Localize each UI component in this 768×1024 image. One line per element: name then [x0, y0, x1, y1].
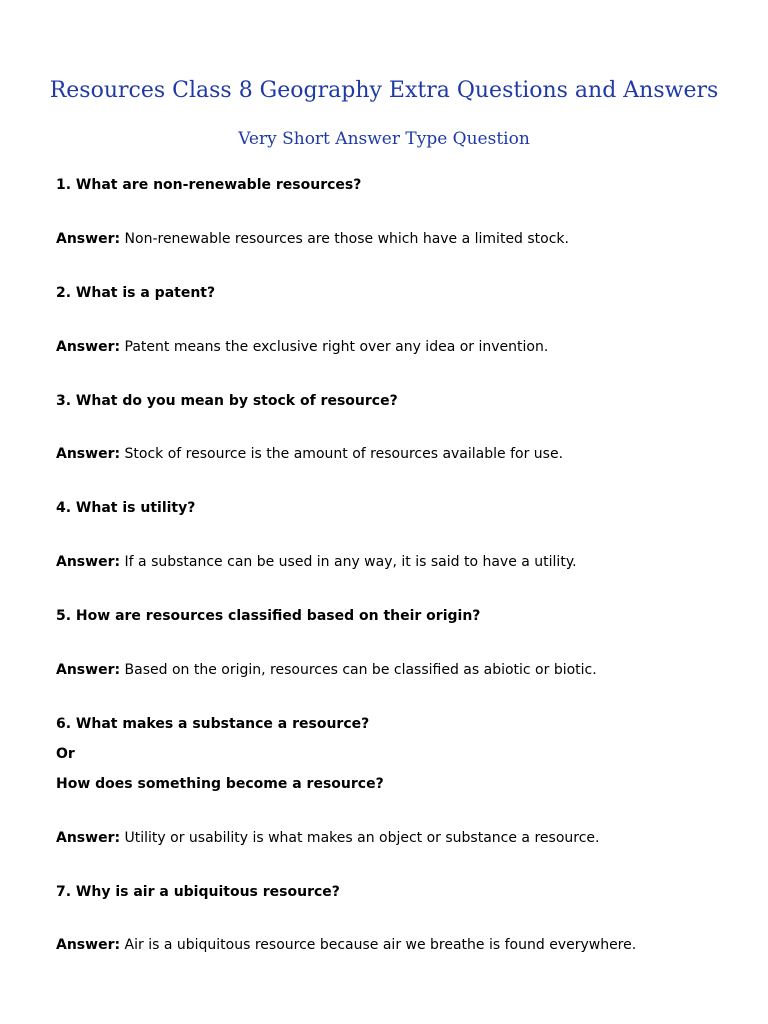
answer-7 — [56, 936, 636, 954]
answer-label: Answer: — [56, 937, 121, 953]
answer-text: Patent means the exclusive right over any idea or invention. — [120, 339, 549, 355]
answer-text: Non-renewable resources are those which have a limited stock. — [120, 231, 569, 247]
question-3: 3. What do you mean by stock of resource? — [56, 393, 398, 409]
section-subtitle: Very Short Answer Type Question — [238, 129, 530, 149]
answer-label: Answer: — [56, 830, 121, 846]
answer-label: Answer: — [56, 662, 121, 678]
answer-4 — [56, 553, 577, 571]
question-6-or: Or — [56, 746, 75, 762]
answer-1 — [56, 230, 569, 248]
question-4: 4. What is utility? — [56, 500, 196, 516]
answer-label: Answer: — [56, 554, 121, 570]
answer-text: Based on the origin, resources can be classified as abiotic or biotic. — [120, 662, 597, 678]
question-6: 6. What makes a substance a resource? — [56, 716, 370, 732]
answer-5 — [56, 661, 597, 679]
answer-label: Answer: — [56, 339, 121, 355]
answer-text: Air is a ubiquitous resource because air we breathe is found everywhere. — [120, 937, 637, 953]
question-2: 2. What is a patent? — [56, 285, 216, 301]
question-6-alt: How does something become a resource? — [56, 776, 384, 792]
page-title: Resources Class 8 Geography Extra Questions and Answers — [49, 78, 719, 103]
answer-2 — [56, 338, 548, 356]
answer-text: If a substance can be used in any way, it is said to have a utility. — [120, 554, 577, 570]
answer-text: Stock of resource is the amount of resources available for use. — [120, 446, 564, 462]
answer-3 — [56, 445, 563, 463]
question-1: 1. What are non-renewable resources? — [56, 177, 362, 193]
answer-6 — [56, 829, 599, 847]
answer-label: Answer: — [56, 231, 121, 247]
question-7: 7. Why is air a ubiquitous resource? — [56, 884, 340, 900]
answer-label: Answer: — [56, 446, 121, 462]
answer-text: Utility or usability is what makes an object or substance a resource. — [120, 830, 600, 846]
question-5: 5. How are resources classified based on their origin? — [56, 608, 481, 624]
